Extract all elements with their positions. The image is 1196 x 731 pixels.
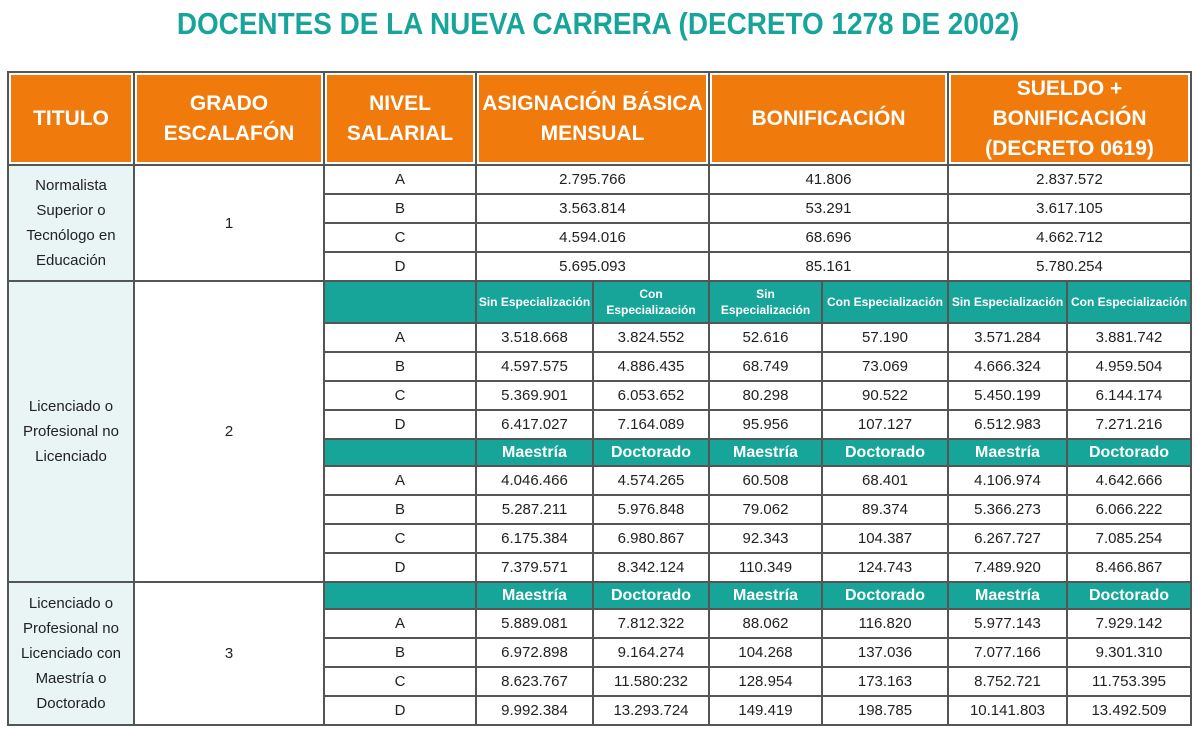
table-row [8,165,1191,194]
subheader-maestria: Maestría [476,439,593,466]
value-cell: 5.450.199 [948,381,1067,410]
nivel-cell: D [324,696,476,725]
value-cell: 6.066.222 [1067,495,1191,524]
value-cell: 107.127 [822,410,948,439]
subheader-doctorado: Doctorado [593,582,709,609]
value-cell: 128.954 [709,667,822,696]
value-cell: 88.062 [709,609,822,638]
titulo-cell: Licenciado o Profesional no Licenciado [8,281,134,582]
value-cell: 10.141.803 [948,696,1067,725]
titulo-cell: Normalista Superior o Tecnólogo en Educación [8,165,134,281]
value-cell: 124.743 [822,553,948,582]
sueldo-cell: 3.617.105 [948,194,1191,223]
nivel-cell: C [324,667,476,696]
value-cell: 4.046.466 [476,466,593,495]
table-row [8,582,1191,609]
value-cell: 5.366.273 [948,495,1067,524]
value-cell: 92.343 [709,524,822,553]
subheader-con: Con Especialización [593,281,709,323]
subheader-doctorado: Doctorado [822,582,948,609]
nivel-cell: C [324,524,476,553]
nivel-cell: B [324,638,476,667]
nivel-cell: D [324,410,476,439]
header-asignacion-basica: ASIGNACIÓN BÁSICA MENSUAL [476,72,709,165]
value-cell: 5.977.143 [948,609,1067,638]
value-cell: 6.144.174 [1067,381,1191,410]
value-cell: 6.267.727 [948,524,1067,553]
header-titulo: TITULO [8,72,134,165]
asignacion-cell: 4.594.016 [476,223,709,252]
value-cell: 6.417.027 [476,410,593,439]
subheader-maestria: Maestría [948,439,1067,466]
subheader-doctorado: Doctorado [593,439,709,466]
value-cell: 6.980.867 [593,524,709,553]
value-cell: 7.164.089 [593,410,709,439]
sueldo-cell: 2.837.572 [948,165,1191,194]
value-cell: 7.379.571 [476,553,593,582]
value-cell: 11.580:232 [593,667,709,696]
nivel-cell: B [324,352,476,381]
subheader-maestria: Maestría [948,582,1067,609]
subheader-blank [324,439,476,466]
value-cell: 3.881.742 [1067,323,1191,352]
value-cell: 9.992.384 [476,696,593,725]
value-cell: 7.085.254 [1067,524,1191,553]
value-cell: 4.959.504 [1067,352,1191,381]
subheader-con: Con Especialización [822,281,948,323]
nivel-cell: B [324,194,476,223]
header-bonificacion: BONIFICACIÓN [709,72,948,165]
value-cell: 173.163 [822,667,948,696]
value-cell: 95.956 [709,410,822,439]
value-cell: 198.785 [822,696,948,725]
nivel-cell: A [324,165,476,194]
subheader-blank [324,582,476,609]
asignacion-cell: 3.563.814 [476,194,709,223]
subheader-doctorado: Doctorado [1067,582,1191,609]
sueldo-cell: 5.780.254 [948,252,1191,281]
value-cell: 7.929.142 [1067,609,1191,638]
nivel-cell: D [324,553,476,582]
value-cell: 4.886.435 [593,352,709,381]
value-cell: 4.666.324 [948,352,1067,381]
subheader-con: Con Especialización [1067,281,1191,323]
value-cell: 104.268 [709,638,822,667]
subheader-maestria: Maestría [709,439,822,466]
value-cell: 4.597.575 [476,352,593,381]
value-cell: 7.812.322 [593,609,709,638]
sueldo-cell: 4.662.712 [948,223,1191,252]
value-cell: 80.298 [709,381,822,410]
grado-cell: 2 [134,281,324,582]
nivel-cell: A [324,323,476,352]
bonificacion-cell: 68.696 [709,223,948,252]
bonificacion-cell: 41.806 [709,165,948,194]
value-cell: 13.293.724 [593,696,709,725]
value-cell: 110.349 [709,553,822,582]
value-cell: 7.077.166 [948,638,1067,667]
value-cell: 7.271.216 [1067,410,1191,439]
value-cell: 7.489.920 [948,553,1067,582]
value-cell: 8.342.124 [593,553,709,582]
grado-cell: 3 [134,582,324,725]
value-cell: 89.374 [822,495,948,524]
nivel-cell: C [324,223,476,252]
value-cell: 60.508 [709,466,822,495]
asignacion-cell: 5.695.093 [476,252,709,281]
value-cell: 73.069 [822,352,948,381]
value-cell: 3.518.668 [476,323,593,352]
nivel-cell: D [324,252,476,281]
value-cell: 137.036 [822,638,948,667]
bonificacion-cell: 53.291 [709,194,948,223]
value-cell: 8.623.767 [476,667,593,696]
subheader-blank [324,281,476,323]
value-cell: 8.752.721 [948,667,1067,696]
value-cell: 6.175.384 [476,524,593,553]
header-grado-escalafon: GRADO ESCALAFÓN [134,72,324,165]
value-cell: 90.522 [822,381,948,410]
value-cell: 9.301.310 [1067,638,1191,667]
subheader-sin: Sin Especialización [476,281,593,323]
subheader-sin: Sin Especialización [948,281,1067,323]
header-sueldo-bonificacion: SUELDO + BONIFICACIÓN (DECRETO 0619) [948,72,1191,165]
subheader-doctorado: Doctorado [1067,439,1191,466]
value-cell: 6.053.652 [593,381,709,410]
bonificacion-cell: 85.161 [709,252,948,281]
value-cell: 68.401 [822,466,948,495]
value-cell: 4.642.666 [1067,466,1191,495]
value-cell: 4.106.974 [948,466,1067,495]
nivel-cell: C [324,381,476,410]
value-cell: 104.387 [822,524,948,553]
subheader-doctorado: Doctorado [822,439,948,466]
value-cell: 79.062 [709,495,822,524]
value-cell: 4.574.265 [593,466,709,495]
subheader-sin: Sin Especialización [709,281,822,323]
value-cell: 5.889.081 [476,609,593,638]
value-cell: 8.466.867 [1067,553,1191,582]
titulo-cell: Licenciado o Profesional no Licenciado con Maestría o Doctorado [8,582,134,725]
value-cell: 6.972.898 [476,638,593,667]
value-cell: 5.287.211 [476,495,593,524]
nivel-cell: A [324,609,476,638]
value-cell: 6.512.983 [948,410,1067,439]
nivel-cell: B [324,495,476,524]
nivel-cell: A [324,466,476,495]
asignacion-cell: 2.795.766 [476,165,709,194]
value-cell: 68.749 [709,352,822,381]
value-cell: 5.976.848 [593,495,709,524]
header-nivel-salarial: NIVEL SALARIAL [324,72,476,165]
grado-cell: 1 [134,165,324,281]
table-row [8,281,1191,323]
value-cell: 149.419 [709,696,822,725]
page-title: DOCENTES DE LA NUEVA CARRERA (DECRETO 1278 DE 2002) [176,6,1020,41]
subheader-maestria: Maestría [709,582,822,609]
value-cell: 13.492.509 [1067,696,1191,725]
value-cell: 52.616 [709,323,822,352]
value-cell: 9.164.274 [593,638,709,667]
value-cell: 5.369.901 [476,381,593,410]
table-body [8,165,1191,725]
value-cell: 116.820 [822,609,948,638]
value-cell: 3.571.284 [948,323,1067,352]
salary-table [7,71,1192,726]
value-cell: 3.824.552 [593,323,709,352]
subheader-maestria: Maestría [476,582,593,609]
value-cell: 57.190 [822,323,948,352]
value-cell: 11.753.395 [1067,667,1191,696]
